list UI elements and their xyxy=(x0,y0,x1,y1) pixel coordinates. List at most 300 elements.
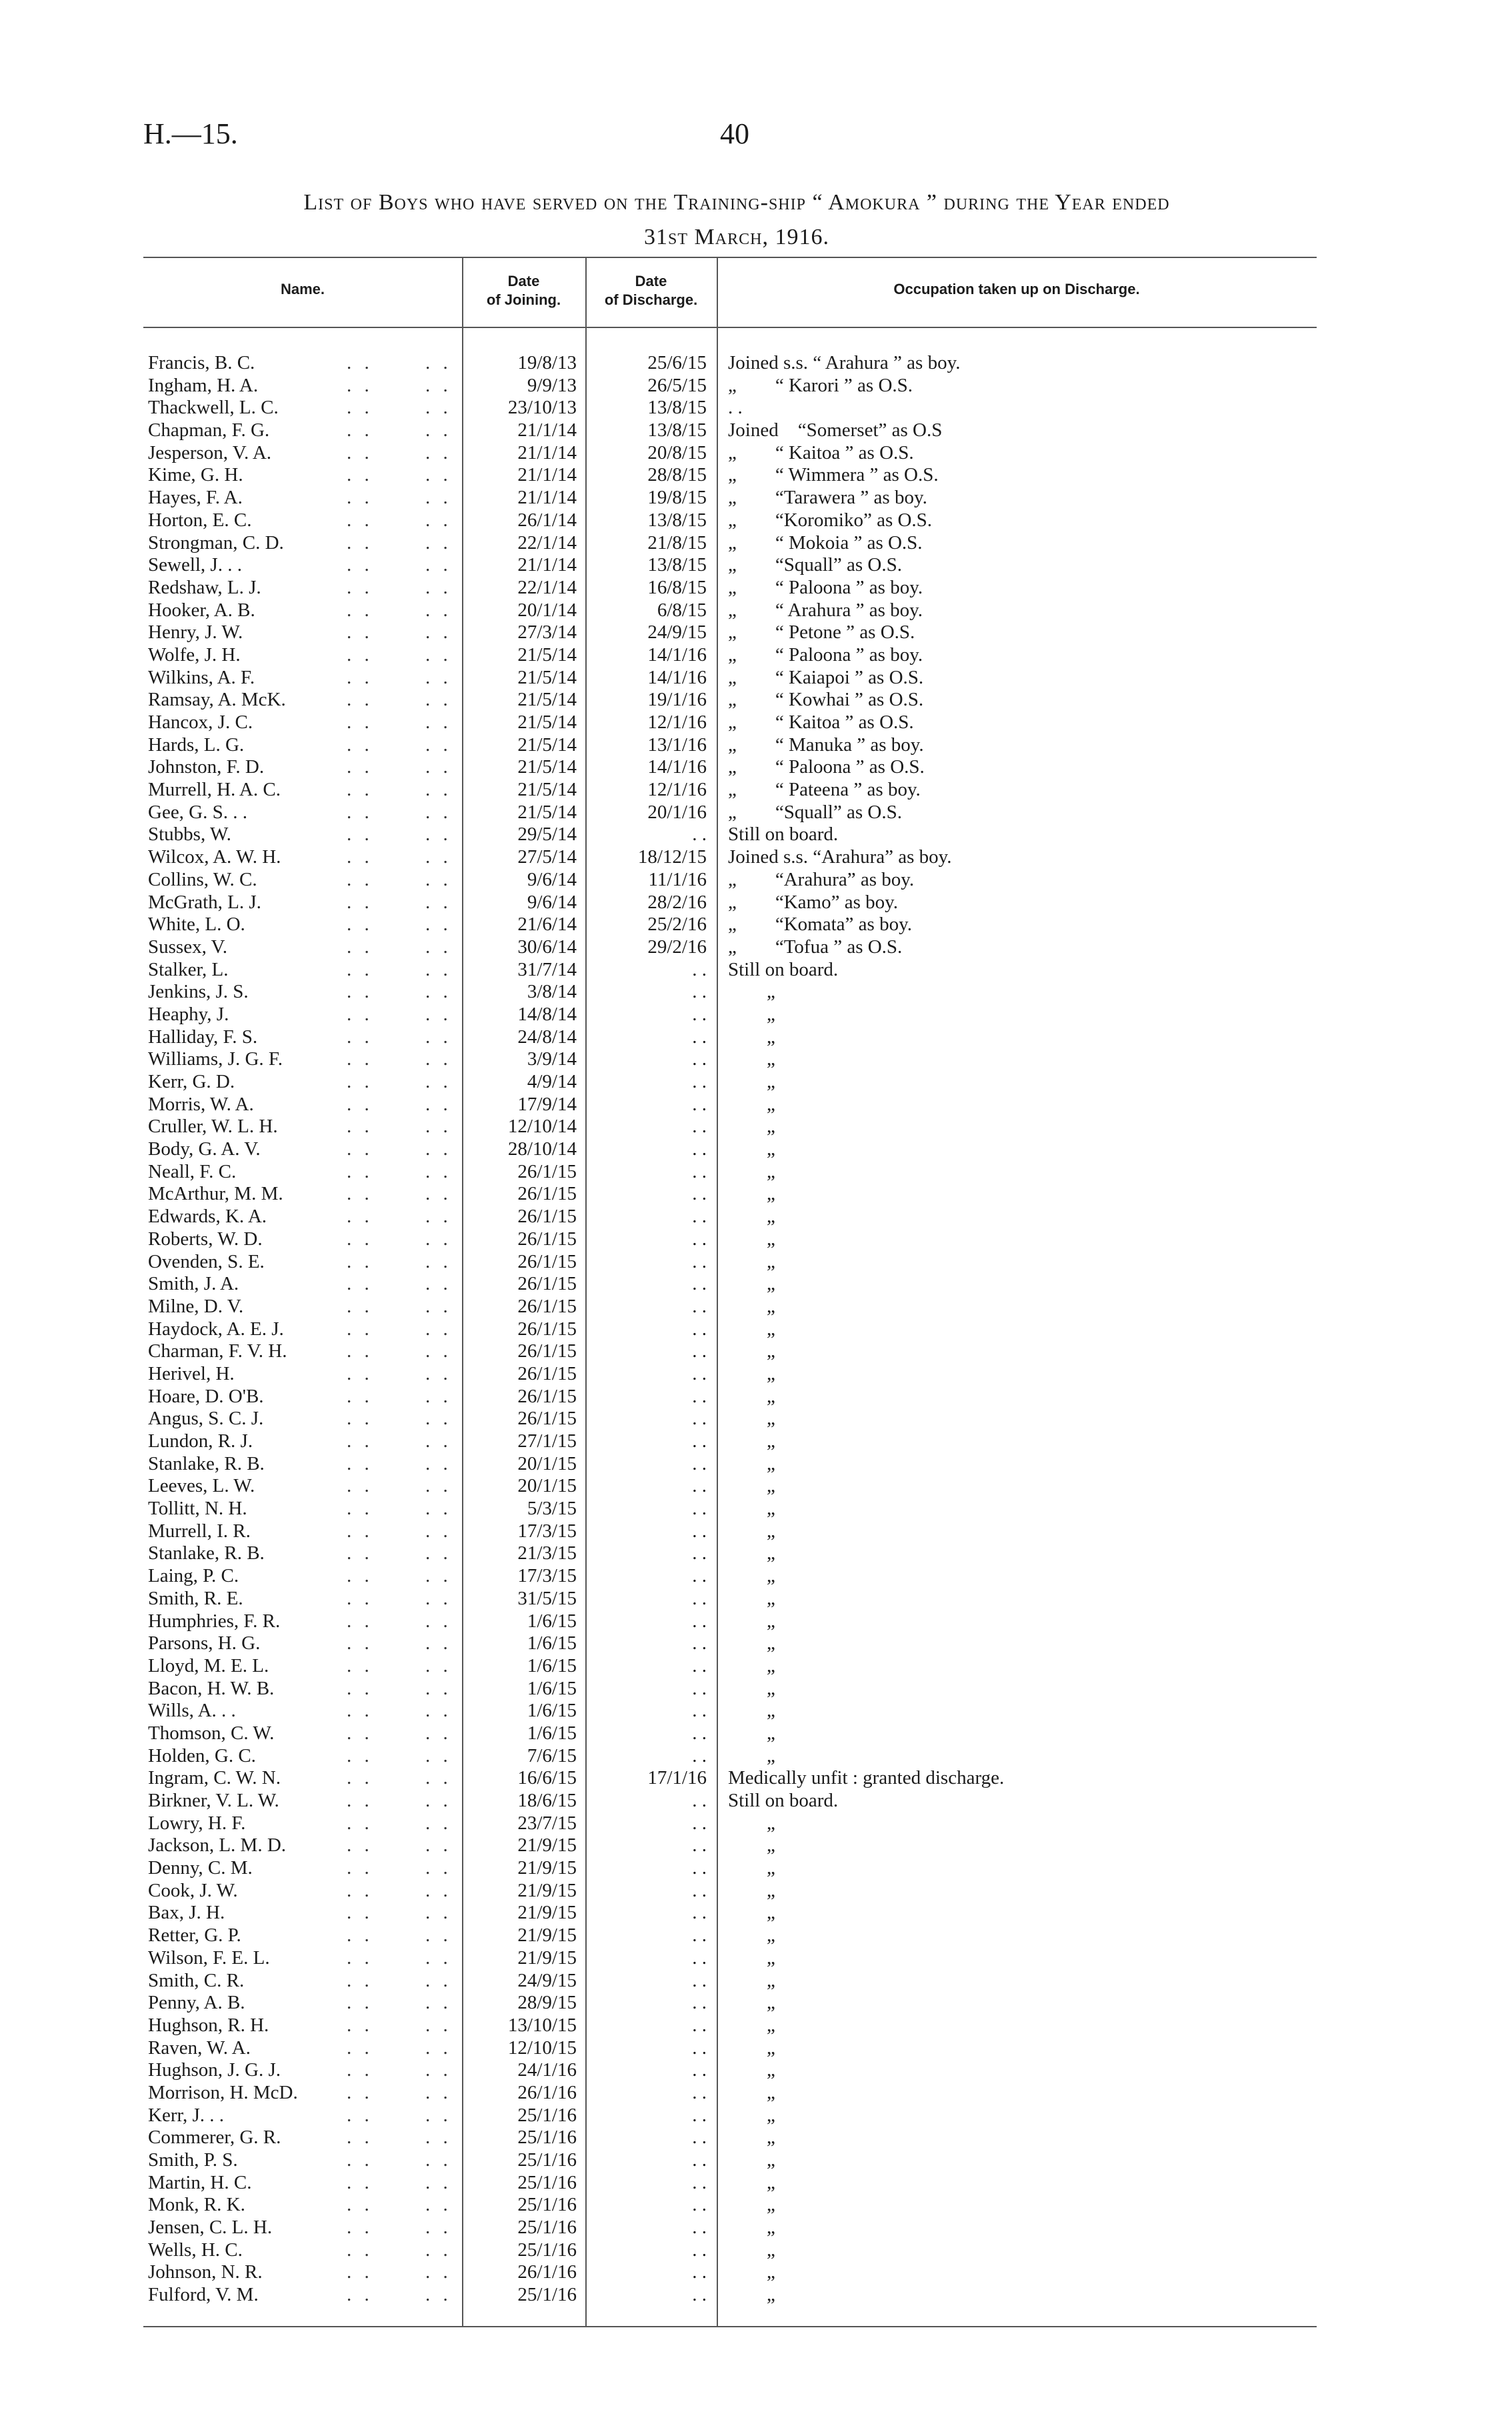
date-of-discharge: . . xyxy=(692,2037,707,2059)
occupation: „ xyxy=(728,1610,775,1632)
leader-dots: . . xyxy=(347,1610,373,1632)
date-of-discharge: 16/8/15 xyxy=(647,576,707,598)
boy-name: Bax, J. H. xyxy=(148,1902,225,1924)
table-row xyxy=(0,1498,1512,1520)
date-of-joining: 21/5/14 xyxy=(517,689,577,711)
date-of-joining: 23/10/13 xyxy=(507,397,577,419)
occupation: „ “Koromiko” as O.S. xyxy=(728,509,933,531)
occupation: „ “ Mokoia ” as O.S. xyxy=(728,531,923,553)
leader-dots: . . xyxy=(347,509,373,531)
date-of-joining: 4/9/14 xyxy=(527,1071,577,1092)
date-of-discharge: . . xyxy=(692,1093,707,1115)
leader-dots: . . xyxy=(425,1273,452,1295)
boy-name: Jenkins, J. S. xyxy=(148,981,249,1003)
boy-name: Bacon, H. W. B. xyxy=(148,1677,275,1699)
boy-name: Hoare, D. O'B. xyxy=(148,1385,264,1407)
occupation: „ xyxy=(728,1992,775,2014)
leader-dots: . . xyxy=(425,1093,452,1115)
date-of-discharge: . . xyxy=(692,1452,707,1474)
leader-dots: . . xyxy=(347,1116,373,1138)
occupation: „ xyxy=(728,1902,775,1924)
date-of-joining: 27/1/15 xyxy=(517,1430,577,1452)
date-of-joining: 21/5/14 xyxy=(517,779,577,801)
date-of-joining: 7/6/15 xyxy=(527,1744,577,1766)
date-of-discharge: . . xyxy=(692,2239,707,2261)
date-of-joining: 26/1/15 xyxy=(517,1408,577,1430)
boy-name: Laing, P. C. xyxy=(148,1565,239,1587)
date-of-joining: 1/6/15 xyxy=(527,1677,577,1699)
leader-dots: . . xyxy=(347,1790,373,1811)
date-of-joining: 21/1/14 xyxy=(517,487,577,509)
date-of-joining: 28/9/15 xyxy=(517,1992,577,2014)
boy-name: Smith, R. E. xyxy=(148,1587,243,1609)
date-of-joining: 26/1/15 xyxy=(517,1183,577,1205)
boy-name: Johnston, F. D. xyxy=(148,756,265,778)
table-row xyxy=(0,1700,1512,1722)
table-row xyxy=(0,1138,1512,1161)
table-row xyxy=(0,1745,1512,1768)
leader-dots: . . xyxy=(425,622,452,644)
date-of-joining: 30/6/14 xyxy=(517,936,577,958)
occupation: „ xyxy=(728,1812,775,1834)
boy-name: McArthur, M. M. xyxy=(148,1183,283,1205)
leader-dots: . . xyxy=(347,2239,373,2261)
leader-dots: . . xyxy=(425,397,452,419)
date-of-joining: 1/6/15 xyxy=(527,1654,577,1676)
occupation: „ xyxy=(728,1318,775,1340)
table-row xyxy=(0,1835,1512,1857)
occupation: Medically unfit : granted discharge. xyxy=(728,1767,1005,1789)
boy-name: Cook, J. W. xyxy=(148,1879,238,1901)
date-of-joining: 25/1/16 xyxy=(517,2127,577,2149)
leader-dots: . . xyxy=(347,1430,373,1452)
date-of-discharge: . . xyxy=(692,958,707,980)
date-of-joining: 25/1/16 xyxy=(517,2104,577,2126)
date-of-discharge: 12/1/16 xyxy=(647,712,707,733)
boy-name: Wilcox, A. W. H. xyxy=(148,846,281,868)
date-of-joining: 28/10/14 xyxy=(507,1138,577,1160)
boy-name: Wilkins, A. F. xyxy=(148,666,255,688)
occupation: „ “ Paloona ” as boy. xyxy=(728,576,923,598)
table-row xyxy=(0,1206,1512,1228)
date-of-discharge: 24/9/15 xyxy=(647,622,707,644)
boy-name: Ramsay, A. McK. xyxy=(148,689,286,711)
occupation: „ xyxy=(728,1206,775,1228)
occupation: „ “ Petone ” as O.S. xyxy=(728,622,915,644)
leader-dots: . . xyxy=(425,936,452,958)
leader-dots: . . xyxy=(425,1318,452,1340)
date-of-joining: 26/1/15 xyxy=(517,1318,577,1340)
leader-dots: . . xyxy=(347,2081,373,2103)
boy-name: McGrath, L. J. xyxy=(148,891,261,913)
date-of-joining: 21/9/15 xyxy=(517,1925,577,1947)
occupation: „ xyxy=(728,2239,775,2261)
occupation: „ xyxy=(728,2284,775,2306)
leader-dots: . . xyxy=(347,1542,373,1564)
boy-name: Lundon, R. J. xyxy=(148,1430,253,1452)
leader-dots: . . xyxy=(347,1408,373,1430)
leader-dots: . . xyxy=(347,1700,373,1722)
date-of-discharge: . . xyxy=(692,1857,707,1879)
date-of-joining: 18/6/15 xyxy=(517,1790,577,1811)
leader-dots: . . xyxy=(347,1452,373,1474)
leader-dots: . . xyxy=(347,554,373,576)
date-of-joining: 3/9/14 xyxy=(527,1048,577,1070)
leader-dots: . . xyxy=(347,374,373,396)
table-row xyxy=(0,1183,1512,1206)
occupation: „ xyxy=(728,2261,775,2283)
date-of-joining: 25/1/16 xyxy=(517,2171,577,2193)
occupation: „ “Squall” as O.S. xyxy=(728,801,902,823)
boy-name: Halliday, F. S. xyxy=(148,1026,258,1048)
boy-name: Sussex, V. xyxy=(148,936,228,958)
table-row xyxy=(0,2105,1512,2127)
table-row xyxy=(0,914,1512,936)
boy-name: Herivel, H. xyxy=(148,1362,235,1384)
date-of-joining: 21/3/15 xyxy=(517,1542,577,1564)
occupation: „ xyxy=(728,1340,775,1362)
leader-dots: . . xyxy=(425,576,452,598)
boy-name: Jackson, L. M. D. xyxy=(148,1835,287,1857)
leader-dots: . . xyxy=(425,1048,452,1070)
date-of-discharge: . . xyxy=(692,1250,707,1272)
date-of-joining: 26/1/15 xyxy=(517,1206,577,1228)
table-row xyxy=(0,1161,1512,1184)
table-row xyxy=(0,554,1512,577)
date-of-discharge: . . xyxy=(692,2059,707,2081)
leader-dots: . . xyxy=(347,846,373,868)
column-header-discharge-line1: Date xyxy=(635,273,667,289)
date-of-discharge: 25/2/16 xyxy=(647,914,707,936)
date-of-discharge: 6/8/15 xyxy=(657,599,707,621)
table-row xyxy=(0,1947,1512,1970)
boy-name: Retter, G. P. xyxy=(148,1925,241,1947)
leader-dots: . . xyxy=(425,1610,452,1632)
occupation: „ xyxy=(728,2127,775,2149)
occupation: „ “ Kaitoa ” as O.S. xyxy=(728,712,914,733)
table-row xyxy=(0,2284,1512,2307)
table-row xyxy=(0,1767,1512,1790)
date-of-discharge: . . xyxy=(692,1206,707,1228)
leader-dots: . . xyxy=(425,846,452,868)
date-of-discharge: . . xyxy=(692,2194,707,2216)
boy-name: Smith, J. A. xyxy=(148,1273,239,1295)
occupation: „ xyxy=(728,1542,775,1564)
title-line-2: 31st March, 1916. xyxy=(644,225,829,249)
occupation: „ xyxy=(728,981,775,1003)
date-of-discharge: 11/1/16 xyxy=(648,868,707,890)
date-of-discharge: . . xyxy=(692,1071,707,1092)
boy-name: Johnson, N. R. xyxy=(148,2261,263,2283)
date-of-discharge: . . xyxy=(692,1520,707,1542)
date-of-discharge: . . xyxy=(692,1340,707,1362)
date-of-joining: 26/1/15 xyxy=(517,1160,577,1182)
leader-dots: . . xyxy=(425,1587,452,1609)
leader-dots: . . xyxy=(347,666,373,688)
table-row xyxy=(0,1588,1512,1610)
table-row xyxy=(0,936,1512,959)
column-header-name-text: Name. xyxy=(280,281,325,297)
date-of-joining: 26/1/15 xyxy=(517,1250,577,1272)
boy-name: Charman, F. V. H. xyxy=(148,1340,287,1362)
leader-dots: . . xyxy=(425,1116,452,1138)
date-of-discharge: . . xyxy=(692,1542,707,1564)
leader-dots: . . xyxy=(425,1138,452,1160)
occupation: Joined “Somerset” as O.S xyxy=(728,419,943,441)
date-of-discharge: . . xyxy=(692,1385,707,1407)
occupation: „ “Tofua ” as O.S. xyxy=(728,936,903,958)
boy-name: Ovenden, S. E. xyxy=(148,1250,265,1272)
boy-name: Denny, C. M. xyxy=(148,1857,253,1879)
table-row xyxy=(0,1857,1512,1880)
leader-dots: . . xyxy=(347,1206,373,1228)
date-of-discharge: . . xyxy=(692,1318,707,1340)
leader-dots: . . xyxy=(347,2149,373,2171)
table-row xyxy=(0,892,1512,914)
leader-dots: . . xyxy=(425,1992,452,2014)
boy-name: Wells, H. C. xyxy=(148,2239,243,2261)
date-of-joining: 21/1/14 xyxy=(517,554,577,576)
table-row xyxy=(0,2037,1512,2060)
occupation: „ “ Paloona ” as boy. xyxy=(728,644,923,666)
leader-dots: . . xyxy=(425,734,452,756)
leader-dots: . . xyxy=(347,1565,373,1587)
date-of-joining: 13/10/15 xyxy=(507,2014,577,2036)
occupation: Joined s.s. “ Arahura ” as boy. xyxy=(728,352,961,373)
leader-dots: . . xyxy=(425,1925,452,1947)
date-of-discharge: . . xyxy=(692,2261,707,2283)
date-of-joining: 26/1/15 xyxy=(517,1362,577,1384)
date-of-discharge: . . xyxy=(692,1879,707,1901)
boy-name: Lowry, H. F. xyxy=(148,1812,246,1834)
leader-dots: . . xyxy=(347,981,373,1003)
table-row xyxy=(0,1273,1512,1296)
table-row xyxy=(0,2127,1512,2149)
boy-name: Wolfe, J. H. xyxy=(148,644,241,666)
leader-dots: . . xyxy=(425,1452,452,1474)
date-of-joining: 21/5/14 xyxy=(517,734,577,756)
date-of-joining: 21/5/14 xyxy=(517,756,577,778)
leader-dots: . . xyxy=(425,1969,452,1991)
occupation: „ xyxy=(728,1452,775,1474)
leader-dots: . . xyxy=(347,1992,373,2014)
leader-dots: . . xyxy=(347,1632,373,1654)
date-of-discharge: 28/8/15 xyxy=(647,464,707,486)
table-row xyxy=(0,2059,1512,2082)
table-row xyxy=(0,1632,1512,1655)
date-of-discharge: 13/8/15 xyxy=(647,419,707,441)
occupation: „ xyxy=(728,1700,775,1722)
table-row xyxy=(0,1026,1512,1049)
table-row xyxy=(0,1610,1512,1633)
occupation: „ xyxy=(728,1183,775,1205)
date-of-discharge: . . xyxy=(692,1654,707,1676)
date-of-joining: 23/7/15 xyxy=(517,1812,577,1834)
date-of-discharge: . . xyxy=(692,1116,707,1138)
leader-dots: . . xyxy=(347,689,373,711)
boy-name: Fulford, V. M. xyxy=(148,2284,259,2306)
leader-dots: . . xyxy=(425,779,452,801)
occupation: „ xyxy=(728,1879,775,1901)
occupation: „ xyxy=(728,1969,775,1991)
leader-dots: . . xyxy=(347,2171,373,2193)
date-of-discharge: . . xyxy=(692,1138,707,1160)
leader-dots: . . xyxy=(347,1295,373,1317)
boy-name: Hughson, J. G. J. xyxy=(148,2059,281,2081)
leader-dots: . . xyxy=(347,1925,373,1947)
date-of-joining: 12/10/14 xyxy=(507,1116,577,1138)
table-row xyxy=(0,689,1512,712)
leader-dots: . . xyxy=(347,1048,373,1070)
table-row xyxy=(0,1790,1512,1812)
occupation: „ xyxy=(728,2217,775,2239)
occupation: „ “ Kaiapoi ” as O.S. xyxy=(728,666,924,688)
table-row xyxy=(0,397,1512,419)
date-of-joining: 1/6/15 xyxy=(527,1632,577,1654)
table-row xyxy=(0,1655,1512,1678)
date-of-joining: 25/1/16 xyxy=(517,2284,577,2306)
leader-dots: . . xyxy=(425,1654,452,1676)
date-of-joining: 27/3/14 xyxy=(517,622,577,644)
boy-name: Wills, A. . . xyxy=(148,1700,236,1722)
table-row xyxy=(0,1925,1512,1947)
table-row xyxy=(0,1048,1512,1071)
date-of-discharge: 13/8/15 xyxy=(647,509,707,531)
occupation: . . xyxy=(728,397,743,419)
leader-dots: . . xyxy=(347,644,373,666)
date-of-discharge: . . xyxy=(692,1048,707,1070)
table-body xyxy=(0,352,1512,2307)
occupation: „ “ Karori ” as O.S. xyxy=(728,374,913,396)
leader-dots: . . xyxy=(425,801,452,823)
table-row xyxy=(0,487,1512,509)
boy-name: Hancox, J. C. xyxy=(148,712,253,733)
date-of-joining: 31/7/14 xyxy=(517,958,577,980)
boy-name: Strongman, C. D. xyxy=(148,531,284,553)
leader-dots: . . xyxy=(425,1812,452,1834)
leader-dots: . . xyxy=(347,1362,373,1384)
occupation: „ xyxy=(728,1947,775,1969)
date-of-joining: 21/5/14 xyxy=(517,644,577,666)
occupation: „ xyxy=(728,1498,775,1520)
leader-dots: . . xyxy=(347,712,373,733)
occupation: „ xyxy=(728,1654,775,1676)
leader-dots: . . xyxy=(425,914,452,936)
table-row xyxy=(0,509,1512,532)
date-of-joining: 17/3/15 xyxy=(517,1520,577,1542)
boy-name: Jensen, C. L. H. xyxy=(148,2217,273,2239)
occupation: „ xyxy=(728,2171,775,2193)
boy-name: Kime, G. H. xyxy=(148,464,243,486)
leader-dots: . . xyxy=(347,1183,373,1205)
leader-dots: . . xyxy=(347,779,373,801)
leader-dots: . . xyxy=(347,1587,373,1609)
occupation: „ xyxy=(728,1587,775,1609)
date-of-joining: 21/1/14 xyxy=(517,464,577,486)
boy-name: Jesperson, V. A. xyxy=(148,441,272,463)
leader-dots: . . xyxy=(347,1026,373,1048)
date-of-discharge: . . xyxy=(692,1160,707,1182)
occupation: „ “ Paloona ” as O.S. xyxy=(728,756,925,778)
table-header-rule xyxy=(143,327,1317,328)
table-row xyxy=(0,1363,1512,1386)
leader-dots: . . xyxy=(425,599,452,621)
date-of-discharge: . . xyxy=(692,1632,707,1654)
table-row xyxy=(0,1430,1512,1453)
leader-dots: . . xyxy=(425,2014,452,2036)
boy-name: Stanlake, R. B. xyxy=(148,1542,265,1564)
occupation: „ “ Wimmera ” as O.S. xyxy=(728,464,939,486)
leader-dots: . . xyxy=(425,419,452,441)
date-of-discharge: 19/1/16 xyxy=(647,689,707,711)
leader-dots: . . xyxy=(347,1498,373,1520)
date-of-discharge: . . xyxy=(692,1902,707,1924)
column-header-joining-line1: Date xyxy=(507,273,540,289)
leader-dots: . . xyxy=(425,1385,452,1407)
leader-dots: . . xyxy=(347,1947,373,1969)
leader-dots: . . xyxy=(425,1071,452,1092)
date-of-joining: 19/8/13 xyxy=(517,352,577,373)
boy-name: Birkner, V. L. W. xyxy=(148,1790,279,1811)
boy-name: Kerr, J. . . xyxy=(148,2104,225,2126)
leader-dots: . . xyxy=(347,1071,373,1092)
date-of-discharge: . . xyxy=(692,1430,707,1452)
table-row xyxy=(0,846,1512,869)
leader-dots: . . xyxy=(425,1340,452,1362)
leader-dots: . . xyxy=(347,1160,373,1182)
date-of-discharge: . . xyxy=(692,1026,707,1048)
leader-dots: . . xyxy=(425,1408,452,1430)
date-of-discharge: 26/5/15 xyxy=(647,374,707,396)
column-header-joining-line2: of Joining. xyxy=(486,291,561,308)
date-of-discharge: . . xyxy=(692,2014,707,2036)
boy-name: Parsons, H. G. xyxy=(148,1632,261,1654)
leader-dots: . . xyxy=(347,2037,373,2059)
boy-name: Sewell, J. . . xyxy=(148,554,242,576)
occupation: „ “ Kowhai ” as O.S. xyxy=(728,689,924,711)
table-row xyxy=(0,981,1512,1004)
leader-dots: . . xyxy=(425,1206,452,1228)
date-of-discharge: . . xyxy=(692,981,707,1003)
occupation: Still on board. xyxy=(728,1790,839,1811)
table-row xyxy=(0,1386,1512,1408)
leader-dots: . . xyxy=(347,397,373,419)
date-of-joining: 26/1/14 xyxy=(517,509,577,531)
leader-dots: . . xyxy=(347,1835,373,1857)
leader-dots: . . xyxy=(425,1565,452,1587)
table-row xyxy=(0,1970,1512,1993)
boy-name: Smith, P. S. xyxy=(148,2149,238,2171)
occupation: „ xyxy=(728,1116,775,1138)
date-of-discharge: . . xyxy=(692,1183,707,1205)
occupation: „ “ Kaitoa ” as O.S. xyxy=(728,441,914,463)
occupation: „ xyxy=(728,1273,775,1295)
date-of-joining: 24/9/15 xyxy=(517,1969,577,1991)
date-of-discharge: . . xyxy=(692,1228,707,1250)
leader-dots: . . xyxy=(425,2194,452,2216)
boy-name: Cruller, W. L. H. xyxy=(148,1116,278,1138)
leader-dots: . . xyxy=(425,1362,452,1384)
table-row xyxy=(0,2172,1512,2195)
date-of-joining: 31/5/15 xyxy=(517,1587,577,1609)
occupation: „ xyxy=(728,1520,775,1542)
boy-name: Hayes, F. A. xyxy=(148,487,243,509)
date-of-discharge: . . xyxy=(692,1295,707,1317)
occupation: „ xyxy=(728,1677,775,1699)
page-title xyxy=(143,185,1330,255)
boy-name: Stalker, L. xyxy=(148,958,229,980)
table-row xyxy=(0,644,1512,667)
